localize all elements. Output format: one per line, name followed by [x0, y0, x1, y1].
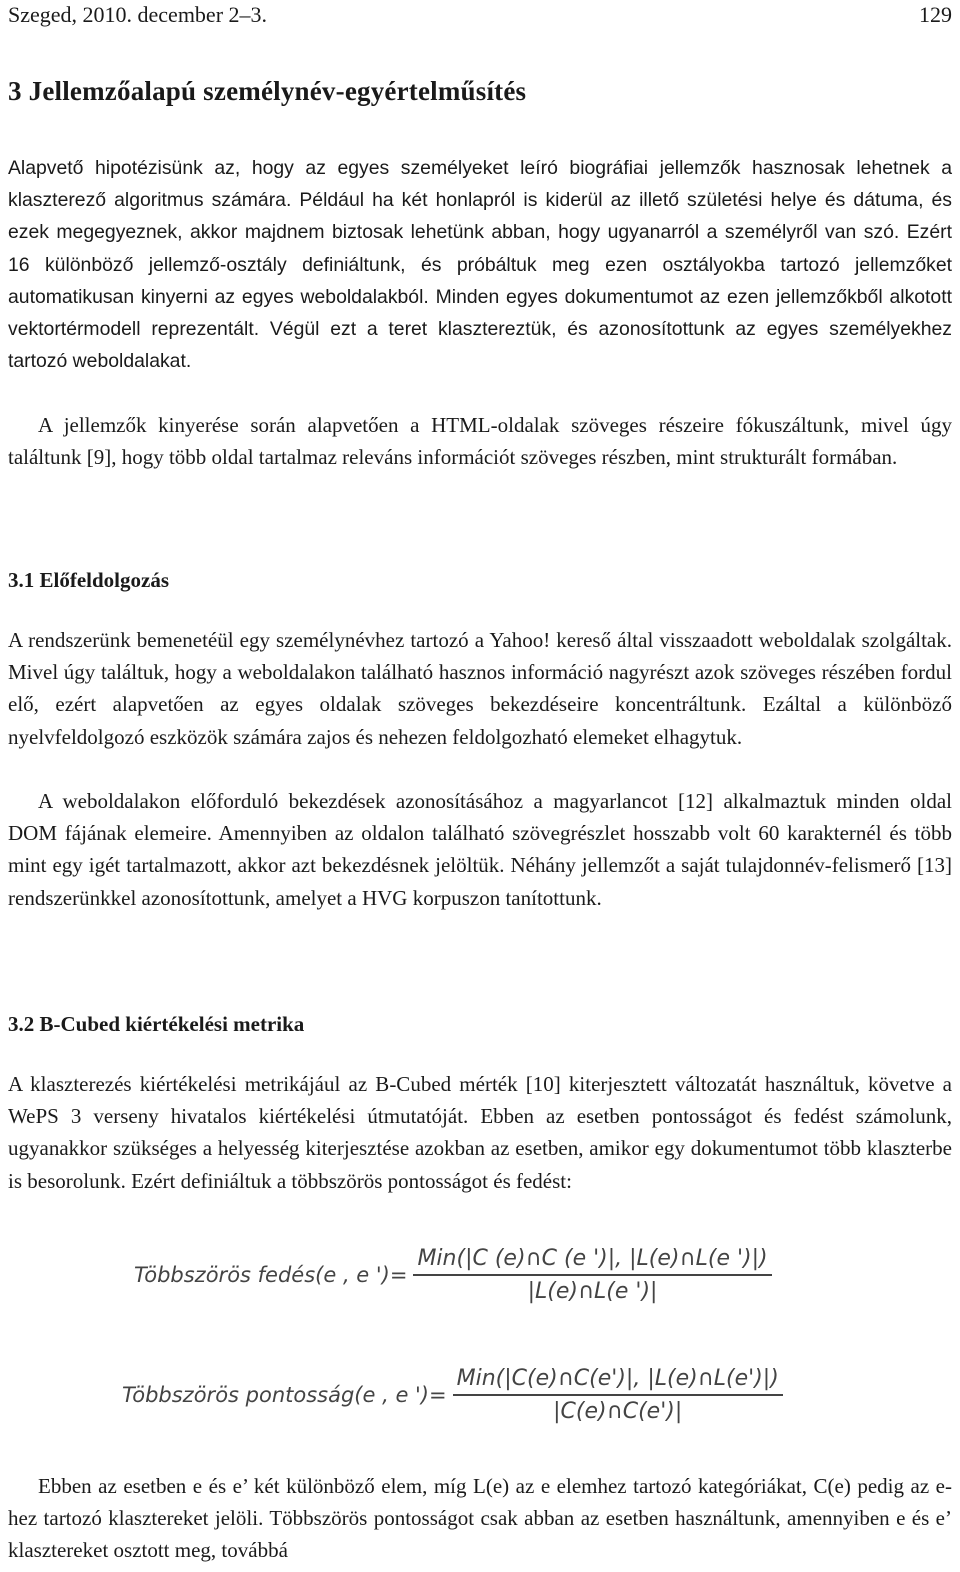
formula-1-denominator: |L(e)∩L(e ')| — [527, 1279, 658, 1304]
section-3-2-paragraph-1: A klaszterezés kiértékelési metrikájául az B-Cubed mérték [10] kiterjesztett változatát használtuk, követve a WePS 3 verseny hivatalos kiértékelési útmutatóját. Ebben az esetben pontosságot és fedést számolunk, ugyanakkor szükséges a helyesség kiterjesztése azokban az esetben, amikor egy dokumentumot több klaszterbe is besorolunk. Ezért definiáltuk a többszörös pontosságot és fedést: — [8, 1072, 952, 1193]
formula-1-numerator: Min(|C (e)∩C (e ')|, |L(e)∩L(e ')|) — [417, 1246, 768, 1271]
section-3-heading: 3 Jellemzőalapú személynév-egyértelműsítés — [8, 76, 527, 106]
running-header — [8, 2, 952, 30]
section-3-2-paragraph-2: Ebben az esetben e és e’ két különböző elem, míg L(e) az e elemhez tartozó kategóriákat, C(e) pedig az e-hez tartozó klasztereket jelöli. Többszörös pontosságot csak abban az esetben használtunk, amennyiben e és e’ klasztereket osztott meg, továbbá — [8, 1474, 952, 1563]
multiple-precision-formula — [122, 1366, 783, 1424]
section-3-2-heading: 3.2 B-Cubed kiértékelési metrika — [8, 1012, 305, 1036]
formula-2-lhs: Többszörös pontosság(e , e ')= — [122, 1383, 447, 1407]
page-number: 129 — [919, 2, 952, 27]
formula-2-fraction — [453, 1366, 783, 1424]
formula-2-denominator: |C(e)∩C(e')| — [553, 1399, 683, 1424]
section-3-paragraph-1: Alapvető hipotézisünk az, hogy az egyes személyeket leíró biográfiai jellemzők hasznosak lehetnek a klaszterező algoritmus számára. Például ha két honlapról is kiderül az illető születési helye és dátuma, és ezek megegyeznek, akkor majdnem biztosak lehetünk abban, hogy ugyanarról a személyről van szó. Ezért 16 különböző jellemző-osztály definiáltunk, és próbáltuk meg ezen osztályokba tartozó jellemzőket automatikusan kinyerni az egyes weboldalakból. Minden egyes dokumentumot az ezen jellemzőkből alkotott vektortérmodell reprezentált. Végül ezt a teret klasztereztük, és azonosítottunk az egyes személyekhez tartozó weboldalakat. — [8, 157, 952, 373]
section-3-paragraph-2: A jellemzők kinyerése során alapvetően a HTML-oldalak szöveges részeire fókuszáltunk, mivel úgy találtunk [9], hogy több oldal tartalmaz releváns információt szöveges részben, mint strukturált formában. — [8, 413, 952, 470]
section-3-1-heading: 3.1 Előfeldolgozás — [8, 568, 169, 592]
header-venue-date: Szeged, 2010. december 2–3. — [8, 2, 268, 27]
paper-page — [8, 0, 952, 1572]
multiple-recall-formula — [134, 1246, 772, 1304]
formula-1-lhs: Többszörös fedés(e , e ')= — [134, 1263, 408, 1287]
formula-1-fraction — [413, 1246, 771, 1304]
section-3-1-paragraph-1: A rendszerünk bemenetéül egy személynévhez tartozó a Yahoo! kereső által visszaadott weboldalak szolgáltak. Mivel úgy találtuk, hogy a weboldalakon található hasznos információ nagyrészt azok szöveges részében fordul elő, ezért alapvetően az egyes oldalak szöveges bekezdéseire koncentráltunk. Ezáltal a különböző nyelvfeldolgozó eszközök számára zajos és nehezen feldolgozható elemeket elhagytuk. — [8, 628, 952, 749]
formula-2-numerator: Min(|C(e)∩C(e')|, |L(e)∩L(e')|) — [456, 1366, 779, 1391]
section-3-1-paragraph-2: A weboldalakon előforduló bekezdések azonosításához a magyarlancot [12] alkalmaztuk minden oldal DOM fájának elemeire. Amennyiben az oldalon található szövegrészlet hosszabb volt 60 karakternél és több mint egy igét tartalmazott, akkor azt bekezdésnek jelöltük. Néhány jellemzőt a saját tulajdonnév-felismerő [13] rendszerünkkel azonosítottunk, amelyet a HVG korpuszon tanítottunk. — [8, 789, 952, 910]
